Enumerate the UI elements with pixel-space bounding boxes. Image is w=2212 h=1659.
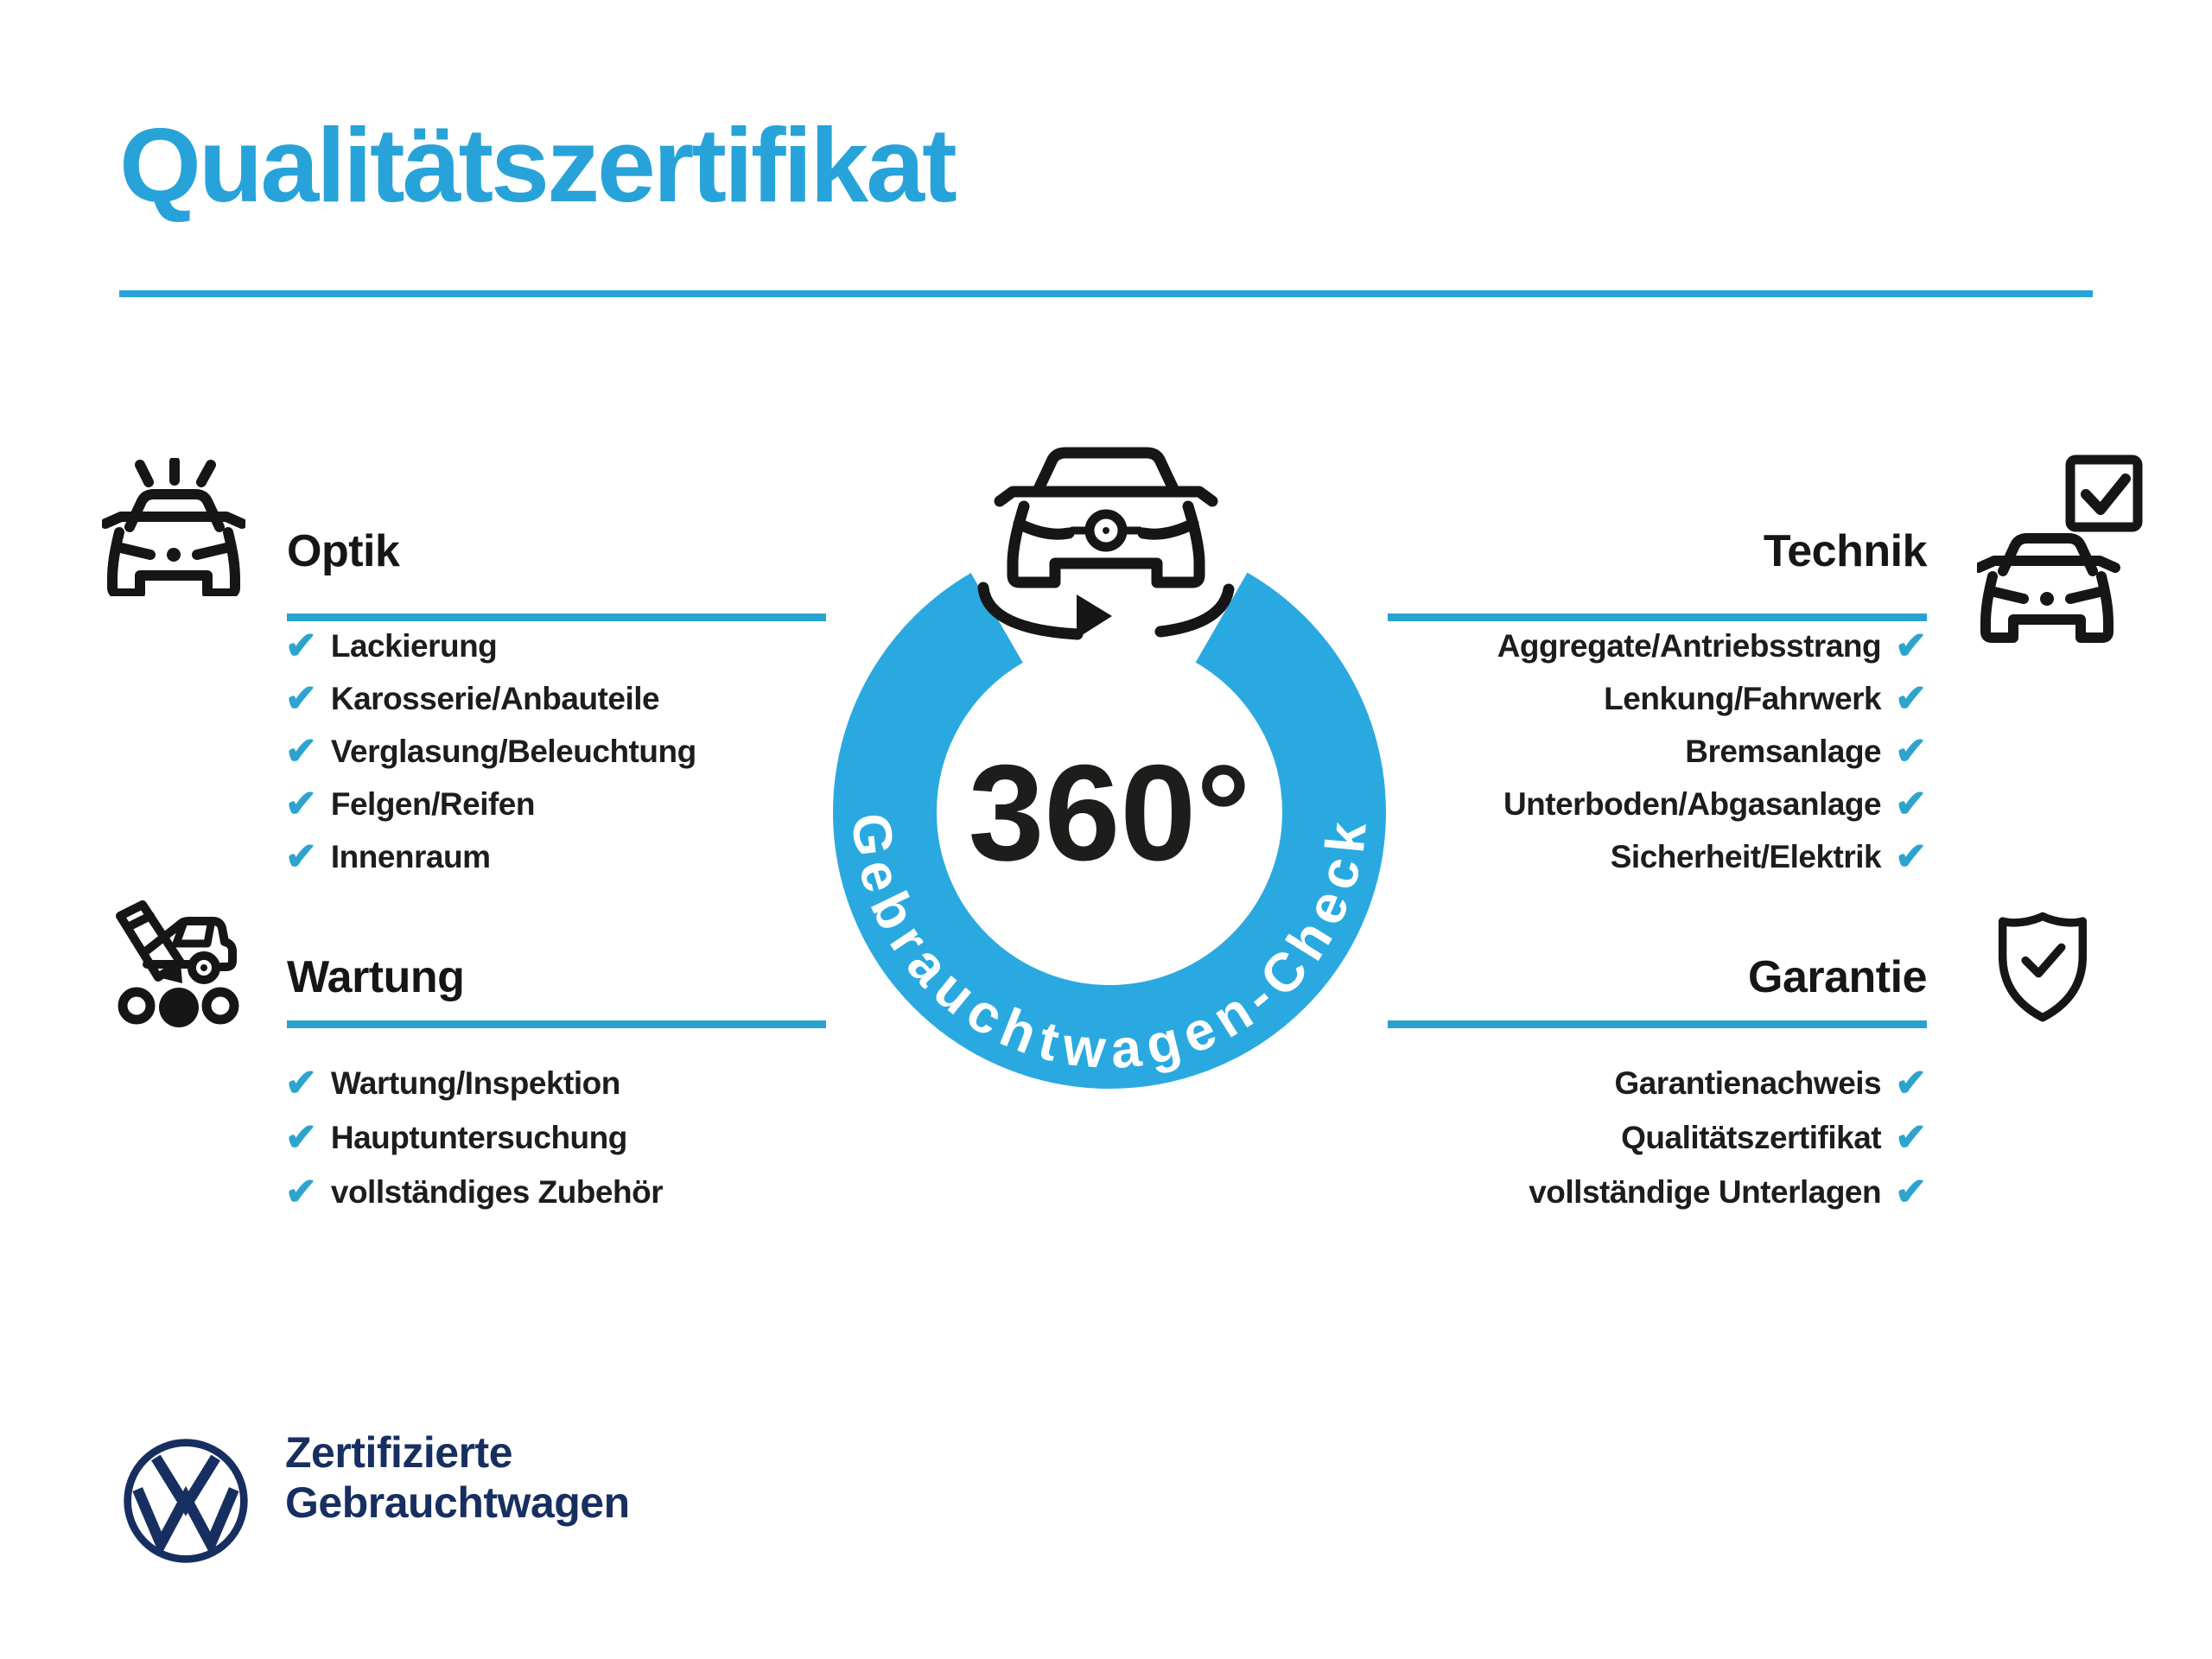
page-title: Qualitätszertifikat: [119, 106, 955, 224]
check-icon: ✔: [1895, 677, 1927, 720]
checklist-item-label: Wartung/Inspektion: [330, 1065, 620, 1101]
ring-label-curved: Gebrauchtwagen-Check: [839, 810, 1379, 1081]
check-icon: ✔: [1895, 783, 1927, 825]
check-icon: ✔: [285, 783, 317, 825]
checklist-item-label: Sicherheit/Elektrik: [1610, 839, 1882, 874]
checklist-item: [285, 1063, 663, 1104]
checklist-garantie: [1529, 1063, 1927, 1213]
check-icon: ✔: [285, 730, 317, 772]
title-divider: [119, 290, 2093, 297]
section-underline-wartung: [287, 1020, 826, 1028]
check-icon: ✔: [1895, 1062, 1927, 1104]
checklist-item: [285, 784, 696, 825]
check-icon: ✔: [285, 677, 317, 720]
checklist-item-label: Bremsanlage: [1685, 734, 1882, 769]
checklist-item-label: Innenraum: [330, 839, 491, 874]
checklist-item-label: Verglasung/Beleuchtung: [330, 734, 696, 769]
section-title-wartung: Wartung: [287, 952, 465, 1002]
checklist-item-label: Garantienachweis: [1614, 1065, 1882, 1101]
brand-claim: [285, 1427, 630, 1528]
section-underline-optik: [287, 613, 826, 621]
section-title-garantie: Garantie: [1748, 952, 1927, 1002]
checklist-item-label: Karosserie/Anbauteile: [330, 681, 660, 716]
checklist-item-label: Lackierung: [330, 628, 498, 664]
checklist-item-label: Lenkung/Fahrwerk: [1604, 681, 1882, 716]
check-icon: ✔: [1895, 836, 1927, 878]
checklist-item: [285, 678, 696, 720]
car-shine-icon: [102, 458, 245, 596]
checklist-item: [285, 626, 696, 667]
brand-claim-line2: Gebrauchtwagen: [285, 1478, 630, 1527]
checklist-item: [285, 731, 696, 772]
rotating-car-icon: [983, 453, 1229, 634]
check-icon: ✔: [1895, 1116, 1927, 1159]
section-underline-garantie: [1388, 1020, 1927, 1028]
check-icon: ✔: [1895, 625, 1927, 667]
section-title-optik: Optik: [287, 526, 400, 576]
shield-check-icon: [1998, 911, 2088, 1027]
pencil-car-inspection-icon: [97, 899, 261, 1054]
check-icon: ✔: [285, 1116, 317, 1159]
checklist-item: [1503, 784, 1927, 825]
checklist-optik: [285, 626, 696, 878]
brand-claim-line1: Zertifizierte: [285, 1428, 513, 1477]
checklist-item-label: Felgen/Reifen: [330, 786, 535, 822]
section-underline-technik: [1388, 613, 1927, 621]
checklist-item: [285, 1117, 663, 1159]
checklist-item-label: Hauptuntersuchung: [330, 1120, 627, 1155]
checklist-item: [1611, 836, 1927, 878]
degree-label: 360°: [968, 737, 1251, 889]
checklist-item-label: vollständiges Zubehör: [330, 1174, 664, 1210]
vw-logo: [119, 1434, 252, 1567]
checklist-item: [285, 1172, 663, 1213]
checklist-wartung: [285, 1063, 663, 1213]
checklist-item: [285, 836, 696, 878]
rotation-arrowhead: [1077, 594, 1112, 639]
checklist-item: [1614, 1063, 1927, 1104]
checklist-item: [1685, 731, 1927, 772]
checklist-item-label: Aggregate/Antriebsstrang: [1497, 628, 1882, 664]
check-icon: ✔: [1895, 1171, 1927, 1213]
check-icon: ✔: [285, 1062, 317, 1104]
checklist-item-label: Unterboden/Abgasanlage: [1503, 786, 1882, 822]
checklist-item: [1621, 1117, 1927, 1159]
checklist-item: [1529, 1172, 1927, 1213]
checklist-item: [1604, 678, 1927, 720]
check-icon: ✔: [285, 836, 317, 878]
checklist-technik: [1497, 626, 1927, 878]
checklist-item: [1497, 626, 1927, 667]
check-icon: ✔: [285, 625, 317, 667]
checklist-item-label: Qualitätszertifikat: [1621, 1120, 1882, 1155]
check-icon: ✔: [285, 1171, 317, 1213]
check-icon: ✔: [1895, 730, 1927, 772]
360-check-medallion: [773, 423, 1430, 1115]
section-title-technik: Technik: [1763, 526, 1927, 576]
car-checkbox-icon: [1977, 454, 2148, 643]
checklist-item-label: vollständige Unterlagen: [1529, 1174, 1882, 1210]
